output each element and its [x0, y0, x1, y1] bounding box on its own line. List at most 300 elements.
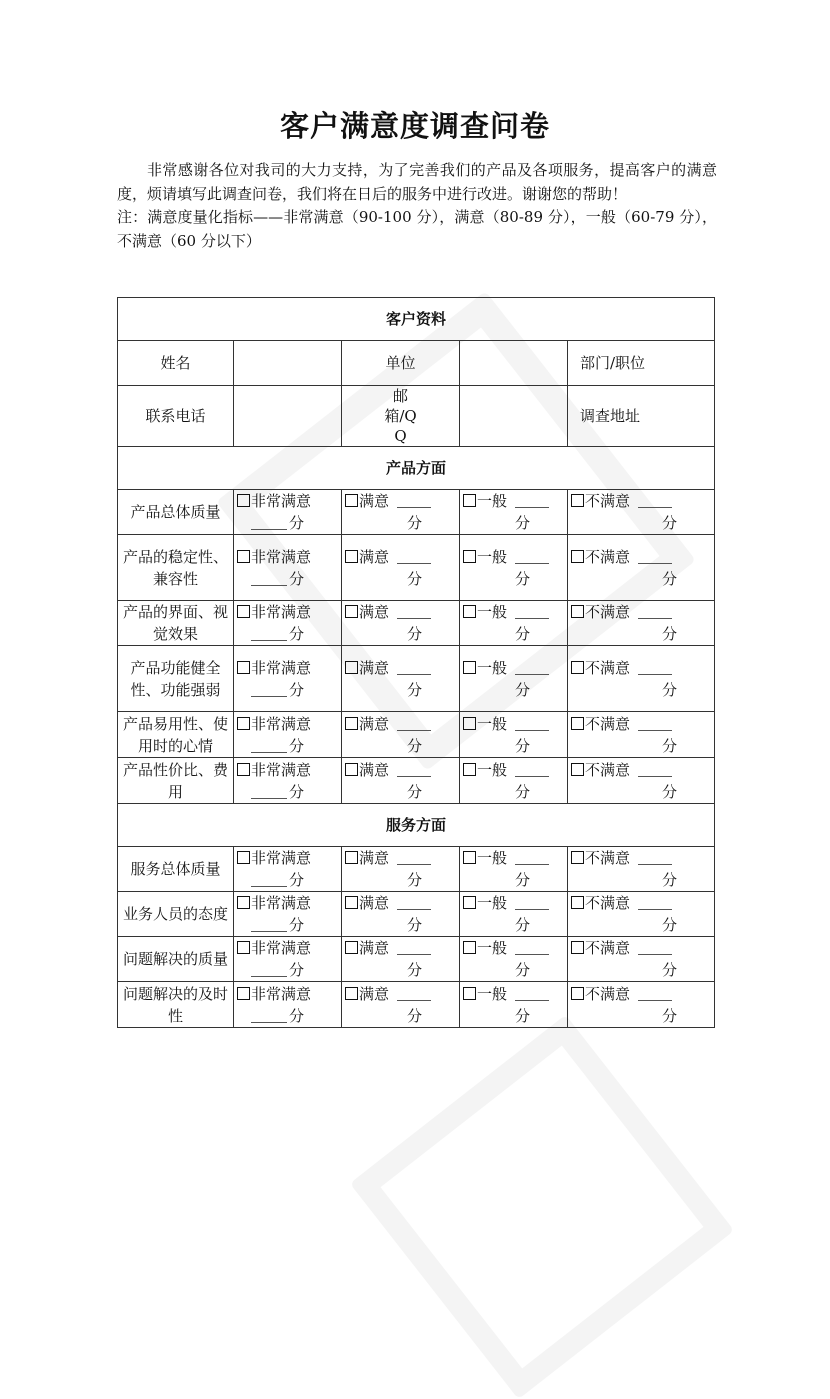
checkbox[interactable]: [463, 661, 476, 674]
score-blank[interactable]: [515, 986, 549, 1001]
score-line: [571, 568, 711, 590]
score-blank[interactable]: [397, 549, 431, 564]
option-very-satisfied[interactable]: [234, 490, 342, 535]
score-blank[interactable]: [638, 493, 672, 508]
option-very-satisfied[interactable]: [234, 601, 342, 646]
score-unit: 分: [514, 680, 530, 699]
checkbox[interactable]: [345, 494, 358, 507]
item-label: 产品的界面、视觉效果: [118, 601, 234, 646]
score-blank[interactable]: [397, 850, 431, 865]
option-normal[interactable]: [460, 646, 568, 712]
score-line: [571, 869, 711, 891]
option-label: 不满意: [585, 760, 631, 779]
score-blank[interactable]: [515, 716, 549, 731]
score-blank[interactable]: [515, 493, 549, 508]
score-unit: 分: [662, 625, 678, 643]
option-normal[interactable]: [460, 892, 568, 937]
score-line: [237, 735, 338, 757]
option-label: 一般: [477, 547, 508, 566]
option-line: [571, 983, 711, 1005]
checkbox[interactable]: [237, 987, 250, 1000]
score-unit: 分: [514, 871, 530, 889]
score-unit: 分: [406, 782, 422, 801]
checkbox[interactable]: [345, 661, 358, 674]
section-service: 服务方面: [118, 804, 715, 847]
item-label: 服务总体质量: [118, 847, 234, 892]
score-blank[interactable]: [397, 660, 431, 675]
option-label: 非常满意: [251, 603, 312, 621]
checkbox[interactable]: [345, 717, 358, 730]
option-label: 满意: [359, 603, 390, 621]
score-blank[interactable]: [251, 917, 287, 932]
option-unsatisfied[interactable]: [568, 490, 715, 535]
option-label: 一般: [477, 760, 508, 779]
score-unit: 分: [406, 871, 422, 889]
option-label: 满意: [359, 492, 390, 510]
table-row: [118, 490, 715, 535]
checkbox[interactable]: [345, 941, 358, 954]
option-line: [463, 490, 564, 512]
option-unsatisfied[interactable]: [568, 646, 715, 712]
option-unsatisfied[interactable]: [568, 601, 715, 646]
score-unit: 分: [514, 961, 530, 979]
option-line: [463, 657, 564, 679]
section-customer-info: 客户资料: [118, 298, 715, 341]
score-blank[interactable]: [251, 784, 287, 799]
option-line: [345, 937, 456, 959]
score-blank[interactable]: [638, 716, 672, 731]
score-blank[interactable]: [251, 515, 287, 530]
score-unit: 分: [406, 961, 422, 979]
option-very-satisfied[interactable]: [234, 712, 342, 758]
option-label: 不满意: [585, 658, 631, 677]
score-blank[interactable]: [515, 940, 549, 955]
option-unsatisfied[interactable]: [568, 892, 715, 937]
score-blank[interactable]: [515, 762, 549, 777]
option-very-satisfied[interactable]: [234, 847, 342, 892]
score-blank[interactable]: [397, 762, 431, 777]
option-line: [571, 601, 711, 623]
email-label-text: 邮箱/QQ: [384, 387, 417, 445]
checkbox[interactable]: [237, 494, 250, 507]
option-satisfied[interactable]: [342, 601, 460, 646]
checkbox[interactable]: [463, 763, 476, 776]
checkbox[interactable]: [345, 851, 358, 864]
score-blank[interactable]: [251, 626, 287, 641]
item-label: 产品易用性、使用时的心情: [118, 712, 234, 758]
option-label: 一般: [477, 894, 508, 912]
score-unit: 分: [406, 1006, 422, 1025]
score-line: [571, 623, 711, 645]
service-rows: [118, 847, 715, 1028]
score-unit: 分: [406, 514, 422, 532]
score-blank[interactable]: [515, 549, 549, 564]
score-line: [463, 679, 564, 701]
option-line: [463, 847, 564, 869]
table-row: [118, 847, 715, 892]
option-very-satisfied[interactable]: [234, 646, 342, 712]
page-title: 客户满意度调查问卷: [279, 109, 550, 143]
option-very-satisfied[interactable]: [234, 535, 342, 601]
score-unit: 分: [288, 782, 304, 801]
score-line: [237, 869, 338, 891]
option-satisfied[interactable]: [342, 892, 460, 937]
checkbox[interactable]: [463, 550, 476, 563]
option-very-satisfied[interactable]: [234, 937, 342, 982]
score-blank[interactable]: [515, 850, 549, 865]
option-label: 非常满意: [251, 894, 312, 912]
score-line: [463, 568, 564, 590]
score-line: [571, 512, 711, 534]
option-line: [463, 937, 564, 959]
score-unit: 分: [288, 514, 304, 532]
option-label: 满意: [359, 939, 390, 957]
score-unit: 分: [514, 625, 530, 643]
option-very-satisfied[interactable]: [234, 982, 342, 1028]
option-line: [463, 892, 564, 914]
option-line: [345, 983, 456, 1005]
checkbox[interactable]: [463, 717, 476, 730]
option-label: 满意: [359, 894, 390, 912]
score-line: [463, 781, 564, 803]
unit-label: 单位: [342, 341, 460, 386]
score-line: [571, 1005, 711, 1027]
option-label: 一般: [477, 849, 508, 867]
score-blank[interactable]: [251, 682, 287, 697]
unit-field[interactable]: [460, 341, 568, 386]
option-label: 不满意: [585, 547, 631, 566]
score-line: [571, 959, 711, 981]
checkbox[interactable]: [237, 763, 250, 776]
intro: [117, 159, 717, 253]
score-line: [237, 914, 338, 936]
option-label: 满意: [359, 760, 390, 779]
option-unsatisfied[interactable]: [568, 535, 715, 601]
option-label: 非常满意: [251, 984, 312, 1003]
score-unit: 分: [662, 916, 678, 934]
option-line: [237, 892, 338, 914]
score-unit: 分: [406, 736, 422, 755]
score-line: [237, 781, 338, 803]
score-unit: 分: [288, 736, 304, 755]
score-unit: 分: [288, 871, 304, 889]
checkbox[interactable]: [571, 763, 584, 776]
option-line: [463, 713, 564, 735]
option-normal[interactable]: [460, 535, 568, 601]
score-line: [463, 1005, 564, 1027]
checkbox[interactable]: [345, 763, 358, 776]
score-line: [571, 781, 711, 803]
score-unit: 分: [288, 680, 304, 699]
score-line: [345, 735, 456, 757]
email-label: [342, 386, 460, 447]
option-label: 一般: [477, 714, 508, 733]
table-row: [118, 982, 715, 1028]
option-label: 非常满意: [251, 492, 312, 510]
score-unit: 分: [406, 569, 422, 588]
score-blank[interactable]: [638, 762, 672, 777]
score-line: [571, 679, 711, 701]
checkbox[interactable]: [463, 987, 476, 1000]
option-label: 满意: [359, 547, 390, 566]
checkbox[interactable]: [237, 605, 250, 618]
score-blank[interactable]: [397, 493, 431, 508]
score-blank[interactable]: [397, 604, 431, 619]
option-label: 不满意: [585, 984, 631, 1003]
option-normal[interactable]: [460, 490, 568, 535]
option-label: 非常满意: [251, 658, 312, 677]
option-line: [345, 847, 456, 869]
score-unit: 分: [662, 1006, 678, 1025]
option-satisfied[interactable]: [342, 937, 460, 982]
checkbox[interactable]: [571, 661, 584, 674]
score-unit: 分: [514, 569, 530, 588]
checkbox[interactable]: [571, 851, 584, 864]
score-blank[interactable]: [397, 895, 431, 910]
score-line: [345, 781, 456, 803]
checkbox[interactable]: [345, 896, 358, 909]
score-blank[interactable]: [251, 872, 287, 887]
table-row: [118, 937, 715, 982]
option-label: 一般: [477, 492, 508, 510]
section-product: 产品方面: [118, 447, 715, 490]
table-row: [118, 601, 715, 646]
checkbox[interactable]: [571, 550, 584, 563]
score-blank[interactable]: [251, 1008, 287, 1023]
phone-label: 联系电话: [118, 386, 234, 447]
score-line: [237, 623, 338, 645]
option-label: 不满意: [585, 492, 631, 510]
checkbox[interactable]: [571, 941, 584, 954]
score-unit: 分: [406, 625, 422, 643]
item-label: 产品的稳定性、兼容性: [118, 535, 234, 601]
score-line: [345, 1005, 456, 1027]
score-unit: 分: [514, 514, 530, 532]
option-line: [237, 937, 338, 959]
option-label: 一般: [477, 984, 508, 1003]
option-line: [345, 892, 456, 914]
checkbox[interactable]: [345, 987, 358, 1000]
score-blank[interactable]: [638, 660, 672, 675]
score-blank[interactable]: [397, 716, 431, 731]
checkbox[interactable]: [571, 494, 584, 507]
score-unit: 分: [662, 961, 678, 979]
table-row: [118, 535, 715, 601]
checkbox[interactable]: [463, 851, 476, 864]
option-normal[interactable]: [460, 758, 568, 804]
option-line: [571, 759, 711, 781]
option-label: 满意: [359, 984, 390, 1003]
score-line: [345, 679, 456, 701]
checkbox[interactable]: [571, 717, 584, 730]
option-satisfied[interactable]: [342, 758, 460, 804]
option-line: [571, 847, 711, 869]
option-unsatisfied[interactable]: [568, 712, 715, 758]
item-label: 业务人员的态度: [118, 892, 234, 937]
option-line: [571, 490, 711, 512]
score-unit: 分: [406, 916, 422, 934]
option-label: 非常满意: [251, 714, 312, 733]
score-blank[interactable]: [251, 962, 287, 977]
option-normal[interactable]: [460, 982, 568, 1028]
dept-label: 部门/职位: [568, 341, 715, 386]
score-unit: 分: [662, 782, 678, 801]
option-normal[interactable]: [460, 937, 568, 982]
checkbox[interactable]: [237, 941, 250, 954]
option-normal[interactable]: [460, 712, 568, 758]
score-blank[interactable]: [638, 549, 672, 564]
score-line: [345, 512, 456, 534]
option-line: [463, 601, 564, 623]
score-unit: 分: [662, 569, 678, 588]
address-label: 调查地址: [568, 386, 715, 447]
option-label: 不满意: [585, 603, 631, 621]
option-very-satisfied[interactable]: [234, 892, 342, 937]
score-line: [237, 1005, 338, 1027]
option-label: 非常满意: [251, 849, 312, 867]
option-line: [237, 657, 338, 679]
checkbox[interactable]: [463, 605, 476, 618]
score-line: [345, 568, 456, 590]
checkbox[interactable]: [571, 896, 584, 909]
checkbox[interactable]: [345, 550, 358, 563]
checkbox[interactable]: [237, 550, 250, 563]
option-unsatisfied[interactable]: [568, 982, 715, 1028]
option-line: [571, 892, 711, 914]
score-blank[interactable]: [397, 986, 431, 1001]
option-label: 不满意: [585, 849, 631, 867]
option-label: 满意: [359, 714, 390, 733]
option-line: [345, 601, 456, 623]
product-rows: [118, 490, 715, 804]
score-line: [345, 914, 456, 936]
score-blank[interactable]: [515, 660, 549, 675]
option-normal[interactable]: [460, 847, 568, 892]
score-unit: 分: [662, 736, 678, 755]
score-unit: 分: [288, 1006, 304, 1025]
option-very-satisfied[interactable]: [234, 758, 342, 804]
table-row: [118, 758, 715, 804]
score-line: [345, 959, 456, 981]
score-line: [237, 679, 338, 701]
score-blank[interactable]: [638, 850, 672, 865]
option-unsatisfied[interactable]: [568, 758, 715, 804]
score-blank[interactable]: [638, 895, 672, 910]
option-line: [571, 713, 711, 735]
option-label: 非常满意: [251, 760, 312, 779]
option-label: 一般: [477, 603, 508, 621]
email-field[interactable]: [460, 386, 568, 447]
option-line: [463, 983, 564, 1005]
option-line: [345, 759, 456, 781]
option-line: [571, 657, 711, 679]
option-label: 不满意: [585, 939, 631, 957]
score-unit: 分: [514, 736, 530, 755]
option-line: [237, 601, 338, 623]
option-normal[interactable]: [460, 601, 568, 646]
score-unit: 分: [406, 680, 422, 699]
checkbox[interactable]: [237, 896, 250, 909]
score-line: [237, 959, 338, 981]
score-blank[interactable]: [638, 604, 672, 619]
table-row: [118, 892, 715, 937]
checkbox[interactable]: [463, 896, 476, 909]
score-blank[interactable]: [397, 940, 431, 955]
score-blank[interactable]: [251, 571, 287, 586]
option-line: [237, 759, 338, 781]
option-line: [571, 546, 711, 568]
option-line: [237, 847, 338, 869]
table-row: [118, 646, 715, 712]
option-satisfied[interactable]: [342, 646, 460, 712]
score-blank[interactable]: [638, 940, 672, 955]
scoring-note: 注：满意度量化指标——非常满意（90-100 分），满意（80-89 分），一般（60-79 分），不满意（60 分以下）: [117, 208, 717, 250]
checkbox[interactable]: [463, 494, 476, 507]
option-satisfied[interactable]: [342, 490, 460, 535]
phone-field[interactable]: [234, 386, 342, 447]
option-line: [345, 657, 456, 679]
score-unit: 分: [288, 625, 304, 643]
option-satisfied[interactable]: [342, 535, 460, 601]
option-line: [237, 983, 338, 1005]
score-unit: 分: [514, 782, 530, 801]
score-line: [237, 512, 338, 534]
option-label: 一般: [477, 939, 508, 957]
score-unit: 分: [662, 514, 678, 532]
score-blank[interactable]: [515, 604, 549, 619]
option-satisfied[interactable]: [342, 847, 460, 892]
option-satisfied[interactable]: [342, 982, 460, 1028]
option-unsatisfied[interactable]: [568, 937, 715, 982]
score-blank[interactable]: [515, 895, 549, 910]
option-line: [237, 546, 338, 568]
checkbox[interactable]: [237, 661, 250, 674]
score-line: [463, 512, 564, 534]
option-label: 满意: [359, 658, 390, 677]
option-label: 不满意: [585, 714, 631, 733]
option-label: 非常满意: [251, 939, 312, 957]
item-label: 产品功能健全性、功能强弱: [118, 646, 234, 712]
checkbox[interactable]: [463, 941, 476, 954]
checkbox[interactable]: [237, 851, 250, 864]
score-line: [345, 623, 456, 645]
table-row: [118, 712, 715, 758]
option-line: [463, 759, 564, 781]
option-satisfied[interactable]: [342, 712, 460, 758]
score-line: [463, 735, 564, 757]
option-unsatisfied[interactable]: [568, 847, 715, 892]
score-blank[interactable]: [251, 738, 287, 753]
checkbox[interactable]: [345, 605, 358, 618]
option-label: 不满意: [585, 894, 631, 912]
score-line: [571, 914, 711, 936]
name-field[interactable]: [234, 341, 342, 386]
option-line: [345, 546, 456, 568]
checkbox[interactable]: [571, 605, 584, 618]
checkbox[interactable]: [571, 987, 584, 1000]
score-blank[interactable]: [638, 986, 672, 1001]
score-unit: 分: [662, 871, 678, 889]
score-line: [463, 959, 564, 981]
option-line: [345, 713, 456, 735]
option-line: [345, 490, 456, 512]
score-line: [237, 568, 338, 590]
option-label: 非常满意: [251, 547, 312, 566]
item-label: 产品性价比、费用: [118, 758, 234, 804]
checkbox[interactable]: [237, 717, 250, 730]
score-unit: 分: [288, 569, 304, 588]
score-line: [463, 914, 564, 936]
